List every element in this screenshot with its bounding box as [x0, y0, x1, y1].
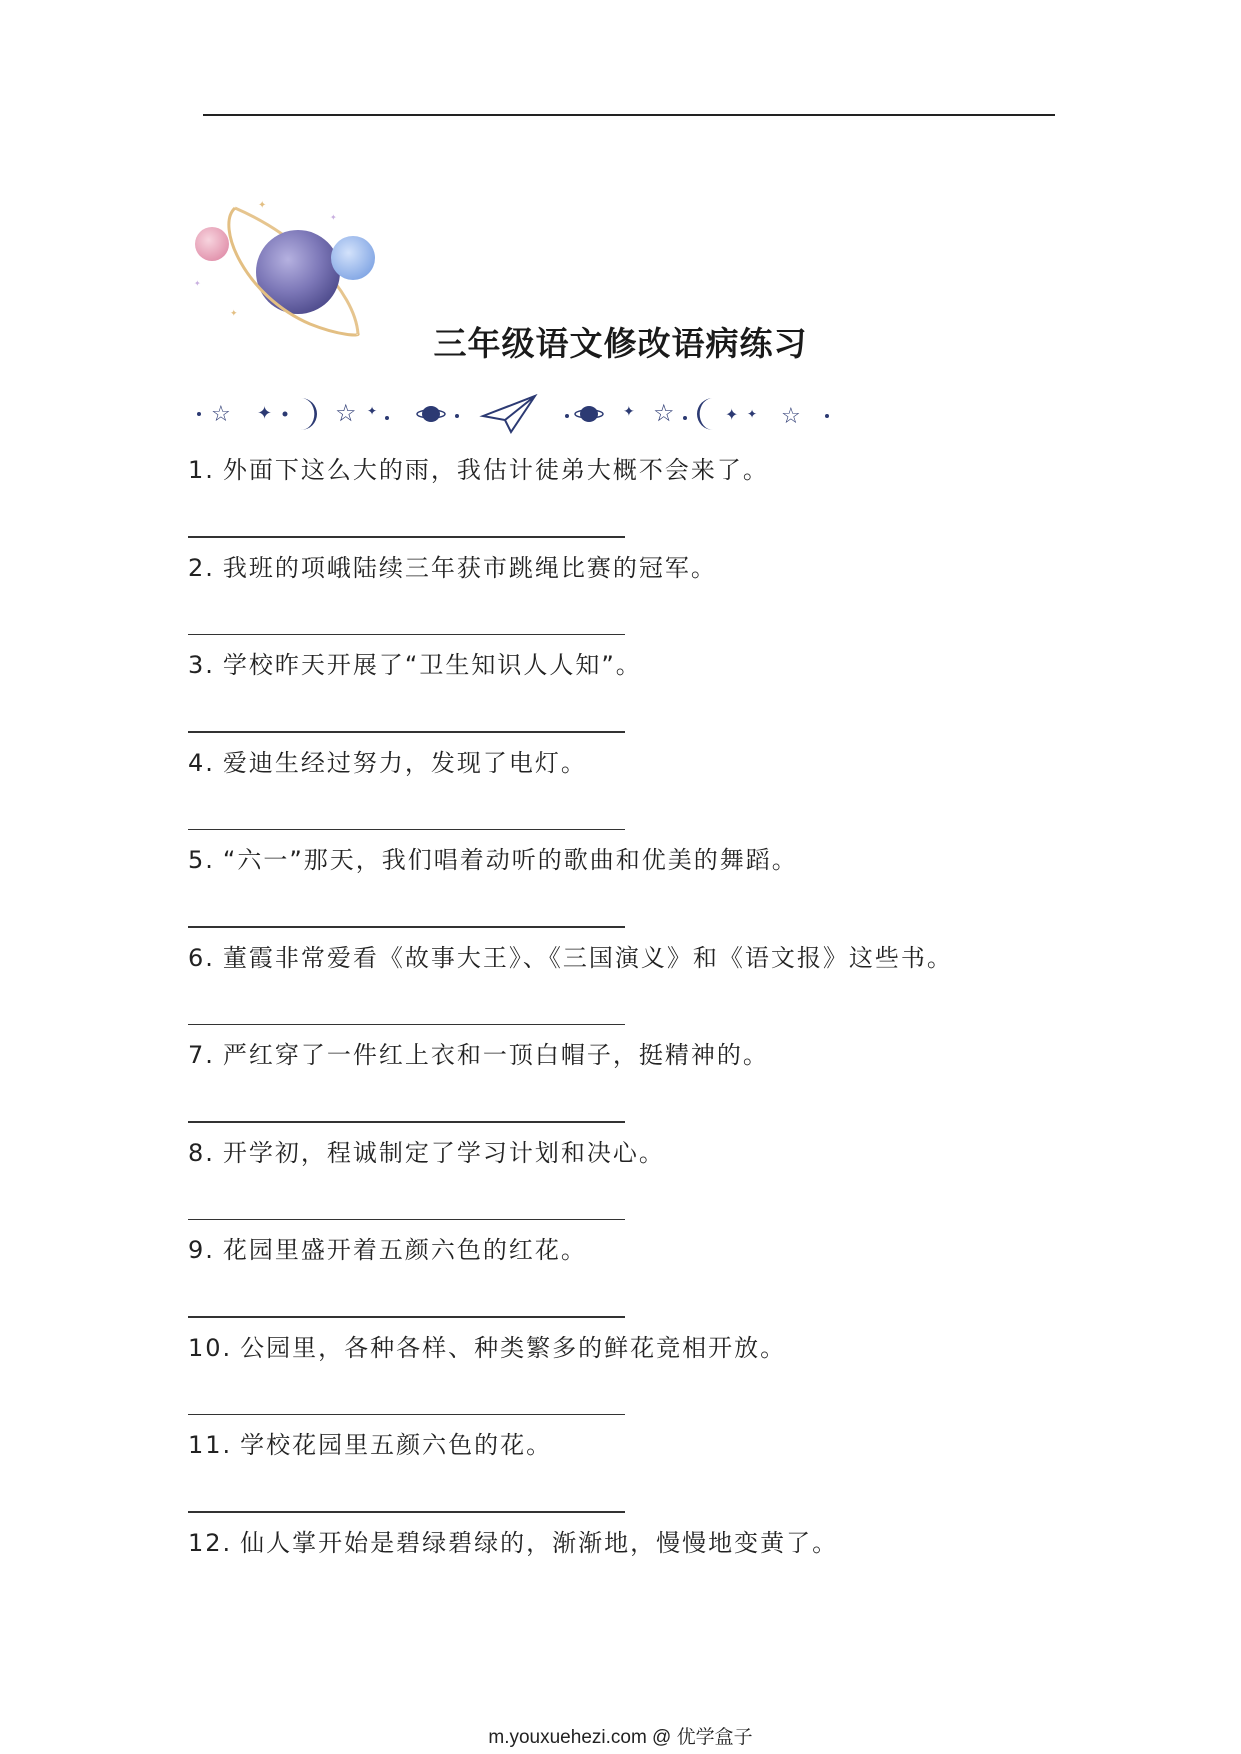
answer-line[interactable] — [188, 1414, 625, 1416]
page-title: 三年级语文修改语病练习 — [433, 324, 808, 363]
sparkle-icon: ✦ — [257, 403, 273, 424]
question-text: 学校花园里五颜六色的花。 — [240, 1431, 553, 1459]
sparkle-icon: ✦ — [330, 213, 337, 222]
question-text: 我班的项峨陆续三年获市跳绳比赛的冠军。 — [222, 553, 717, 582]
question-text: 学校昨天开展了“卫生知识人人知”。 — [222, 651, 642, 679]
question-number: 4. — [188, 748, 215, 777]
question-item — [188, 940, 1088, 1038]
question-number: 10. — [188, 1333, 233, 1362]
question-item — [188, 745, 1088, 843]
question-item — [188, 452, 1088, 550]
sparkle-icon: ✦ — [194, 279, 201, 288]
star-icon: ☆ — [653, 399, 675, 427]
sparkle-icon: ✦ — [367, 404, 378, 418]
question-text: 公园里，各种各样、种类繁多的鲜花竞相开放。 — [240, 1333, 787, 1362]
question-text: 爱迪生经过努力，发现了电灯。 — [222, 748, 587, 777]
question-text: 仙人掌开始是碧绿碧绿的，渐渐地，慢慢地变黄了。 — [240, 1528, 839, 1557]
question-number: 1. — [188, 456, 215, 484]
sparkle-icon: ✦ — [258, 200, 267, 211]
moon-icon — [697, 398, 713, 430]
question-item — [188, 1037, 1088, 1135]
question-number: 3. — [188, 651, 215, 679]
question-item — [188, 1135, 1088, 1233]
answer-line[interactable] — [188, 1316, 625, 1318]
planet-icon — [422, 406, 440, 422]
question-number: 6. — [188, 943, 215, 972]
question-text: “六一”那天，我们唱着动听的歌曲和优美的舞蹈。 — [222, 846, 798, 874]
dot-icon — [283, 412, 288, 417]
answer-line[interactable] — [188, 731, 625, 733]
question-number: 8. — [188, 1138, 215, 1167]
answer-line[interactable] — [188, 1121, 625, 1123]
pink-planet-icon — [195, 227, 229, 261]
question-item — [188, 550, 1088, 648]
sparkle-icon: ✦ — [747, 407, 758, 421]
question-number: 12. — [188, 1528, 233, 1557]
sparkle-icon: ✦ — [230, 309, 238, 319]
planet-icon — [580, 406, 598, 422]
moon-icon — [301, 398, 317, 430]
question-item — [188, 647, 1088, 745]
question-number: 2. — [188, 553, 215, 582]
question-text: 花园里盛开着五颜六色的红花。 — [222, 1236, 587, 1264]
blue-planet-icon — [331, 236, 375, 280]
answer-line[interactable] — [188, 1219, 625, 1221]
question-item — [188, 1232, 1088, 1330]
header-rule — [203, 114, 1055, 116]
question-item — [188, 842, 1088, 940]
dot-icon — [565, 414, 569, 418]
question-item — [188, 1525, 1088, 1623]
question-number: 7. — [188, 1041, 215, 1069]
dot-icon — [825, 414, 829, 418]
dot-icon — [683, 416, 687, 420]
question-text: 董霞非常爱看《故事大王》、《三国演义》和《语文报》这些书。 — [222, 943, 953, 972]
answer-line[interactable] — [188, 1511, 625, 1513]
question-item — [188, 1427, 1088, 1525]
star-icon: ☆ — [335, 399, 357, 427]
star-icon: ☆ — [781, 404, 801, 429]
decorative-icon-band — [195, 390, 885, 434]
question-number: 11. — [188, 1431, 233, 1459]
answer-line[interactable] — [188, 634, 625, 636]
question-text: 严红穿了一件红上衣和一顶白帽子，挺精神的。 — [222, 1041, 769, 1069]
question-number: 9. — [188, 1236, 215, 1264]
footer-watermark: m.youxuehezi.com @ 优学盒子 — [488, 1727, 753, 1748]
question-text: 开学初，程诚制定了学习计划和决心。 — [222, 1138, 665, 1167]
answer-line[interactable] — [188, 829, 625, 831]
dot-icon — [385, 416, 389, 420]
dot-icon — [197, 412, 201, 416]
main-planet-icon — [256, 230, 340, 314]
answer-line[interactable] — [188, 536, 625, 538]
answer-line[interactable] — [188, 926, 625, 928]
question-text: 外面下这么大的雨，我估计徒弟大概不会来了。 — [222, 456, 769, 484]
star-icon: ☆ — [211, 402, 231, 427]
dot-icon — [455, 414, 459, 418]
question-item — [188, 1330, 1088, 1428]
answer-line[interactable] — [188, 1024, 625, 1026]
sparkle-icon: ✦ — [623, 404, 635, 420]
question-list — [188, 452, 1088, 1622]
paper-plane-icon — [483, 396, 535, 432]
question-number: 5. — [188, 846, 215, 874]
sparkle-icon: ✦ — [725, 405, 739, 424]
